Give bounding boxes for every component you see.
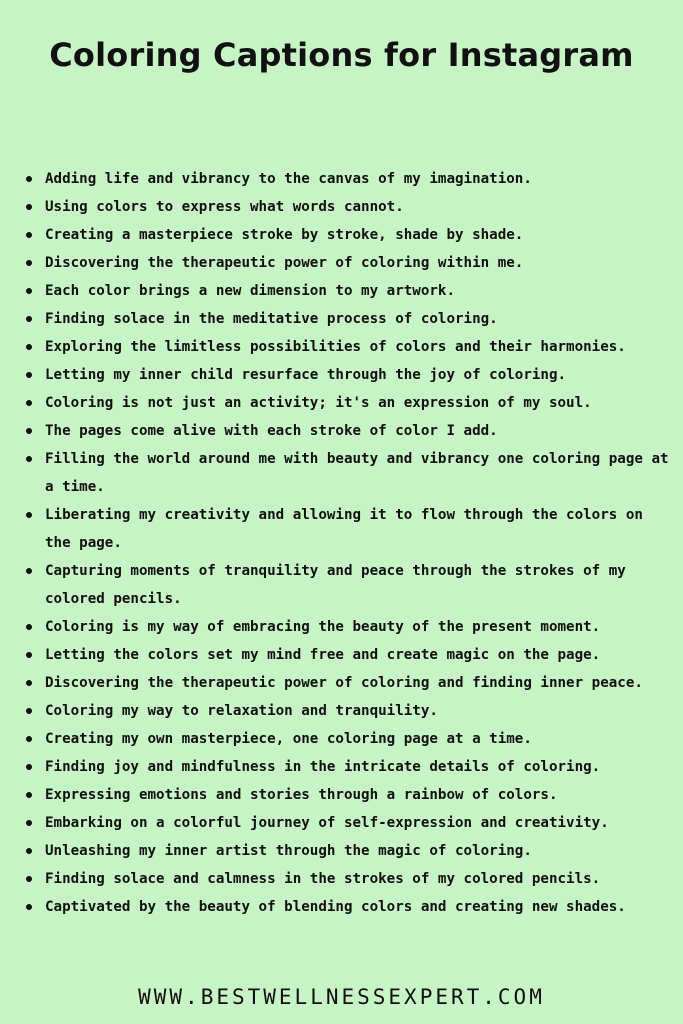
bullet-icon [26,708,32,714]
list-item [21,249,669,277]
caption-text: Using colors to express what words cannot. [45,199,404,215]
caption-text: Coloring is my way of embracing the beauty of the present moment. [45,619,601,635]
caption-text: Discovering the therapeutic power of coloring and finding inner peace. [45,675,643,691]
list-item [21,697,669,725]
caption-text: Adding life and vibrancy to the canvas of my imagination. [45,171,532,187]
caption-text: Letting the colors set my mind free and create magic on the page. [45,647,601,663]
caption-text: Coloring my way to relaxation and tranquility. [45,703,438,719]
bullet-icon [26,820,32,826]
website-url: WWW.BESTWELLNESSEXPERT.COM [138,985,545,1009]
caption-text: Expressing emotions and stories through a rainbow of colors. [45,787,558,803]
caption-text: Captivated by the beauty of blending colors and creating new shades. [45,899,626,915]
list-item [21,389,669,417]
list-item [21,333,669,361]
list-item [21,445,669,501]
bullet-icon [26,904,32,910]
bullet-icon [26,372,32,378]
bullet-icon [26,260,32,266]
bullet-icon [26,680,32,686]
bullet-icon [26,204,32,210]
caption-text: Filling the world around me with beauty and vibrancy one coloring page at a time. [45,451,669,495]
list-item [21,725,669,753]
page-title: Coloring Captions for Instagram [49,36,634,74]
bullet-icon [26,764,32,770]
bullet-icon [26,428,32,434]
list-item [21,893,669,921]
bullet-icon [26,176,32,182]
caption-text: Unleashing my inner artist through the magic of coloring. [45,843,532,859]
bullet-icon [26,512,32,518]
caption-text: Finding joy and mindfulness in the intricate details of coloring. [45,759,601,775]
caption-text: The pages come alive with each stroke of color I add. [45,423,498,439]
list-item [21,165,669,193]
list-item [21,613,669,641]
list-item [21,837,669,865]
bullet-icon [26,456,32,462]
caption-text: Finding solace in the meditative process of coloring. [45,311,498,327]
caption-text: Capturing moments of tranquility and peace through the strokes of my colored pencils. [45,563,626,607]
list-item [21,305,669,333]
caption-text: Each color brings a new dimension to my artwork. [45,283,455,299]
list-item [21,193,669,221]
list-item [21,753,669,781]
bullet-icon [26,568,32,574]
list-item [21,641,669,669]
bullet-icon [26,876,32,882]
list-item [21,781,669,809]
caption-text: Exploring the limitless possibilities of colors and their harmonies. [45,339,626,355]
bullet-icon [26,400,32,406]
list-item [21,669,669,697]
bullet-icon [26,344,32,350]
caption-text: Embarking on a colorful journey of self-expression and creativity. [45,815,609,831]
caption-text: Finding solace and calmness in the strokes of my colored pencils. [45,871,601,887]
caption-text: Letting my inner child resurface through the joy of coloring. [45,367,567,383]
list-item [21,501,669,557]
bullet-icon [26,736,32,742]
list-item [21,361,669,389]
list-item [21,277,669,305]
caption-text: Creating my own masterpiece, one coloring page at a time. [45,731,532,747]
bullet-icon [26,848,32,854]
list-item [21,557,669,613]
list-item [21,865,669,893]
caption-text: Liberating my creativity and allowing it to flow through the colors on the page. [45,507,643,551]
caption-text: Coloring is not just an activity; it's an expression of my soul. [45,395,592,411]
bullet-icon [26,624,32,630]
list-item [21,417,669,445]
bullet-icon [26,316,32,322]
bullet-icon [26,232,32,238]
bullet-icon [26,792,32,798]
bullet-icon [26,288,32,294]
list-item [21,221,669,249]
caption-list [21,165,669,921]
bullet-icon [26,652,32,658]
caption-text: Discovering the therapeutic power of coloring within me. [45,255,524,271]
list-item [21,809,669,837]
caption-text: Creating a masterpiece stroke by stroke, shade by shade. [45,227,524,243]
